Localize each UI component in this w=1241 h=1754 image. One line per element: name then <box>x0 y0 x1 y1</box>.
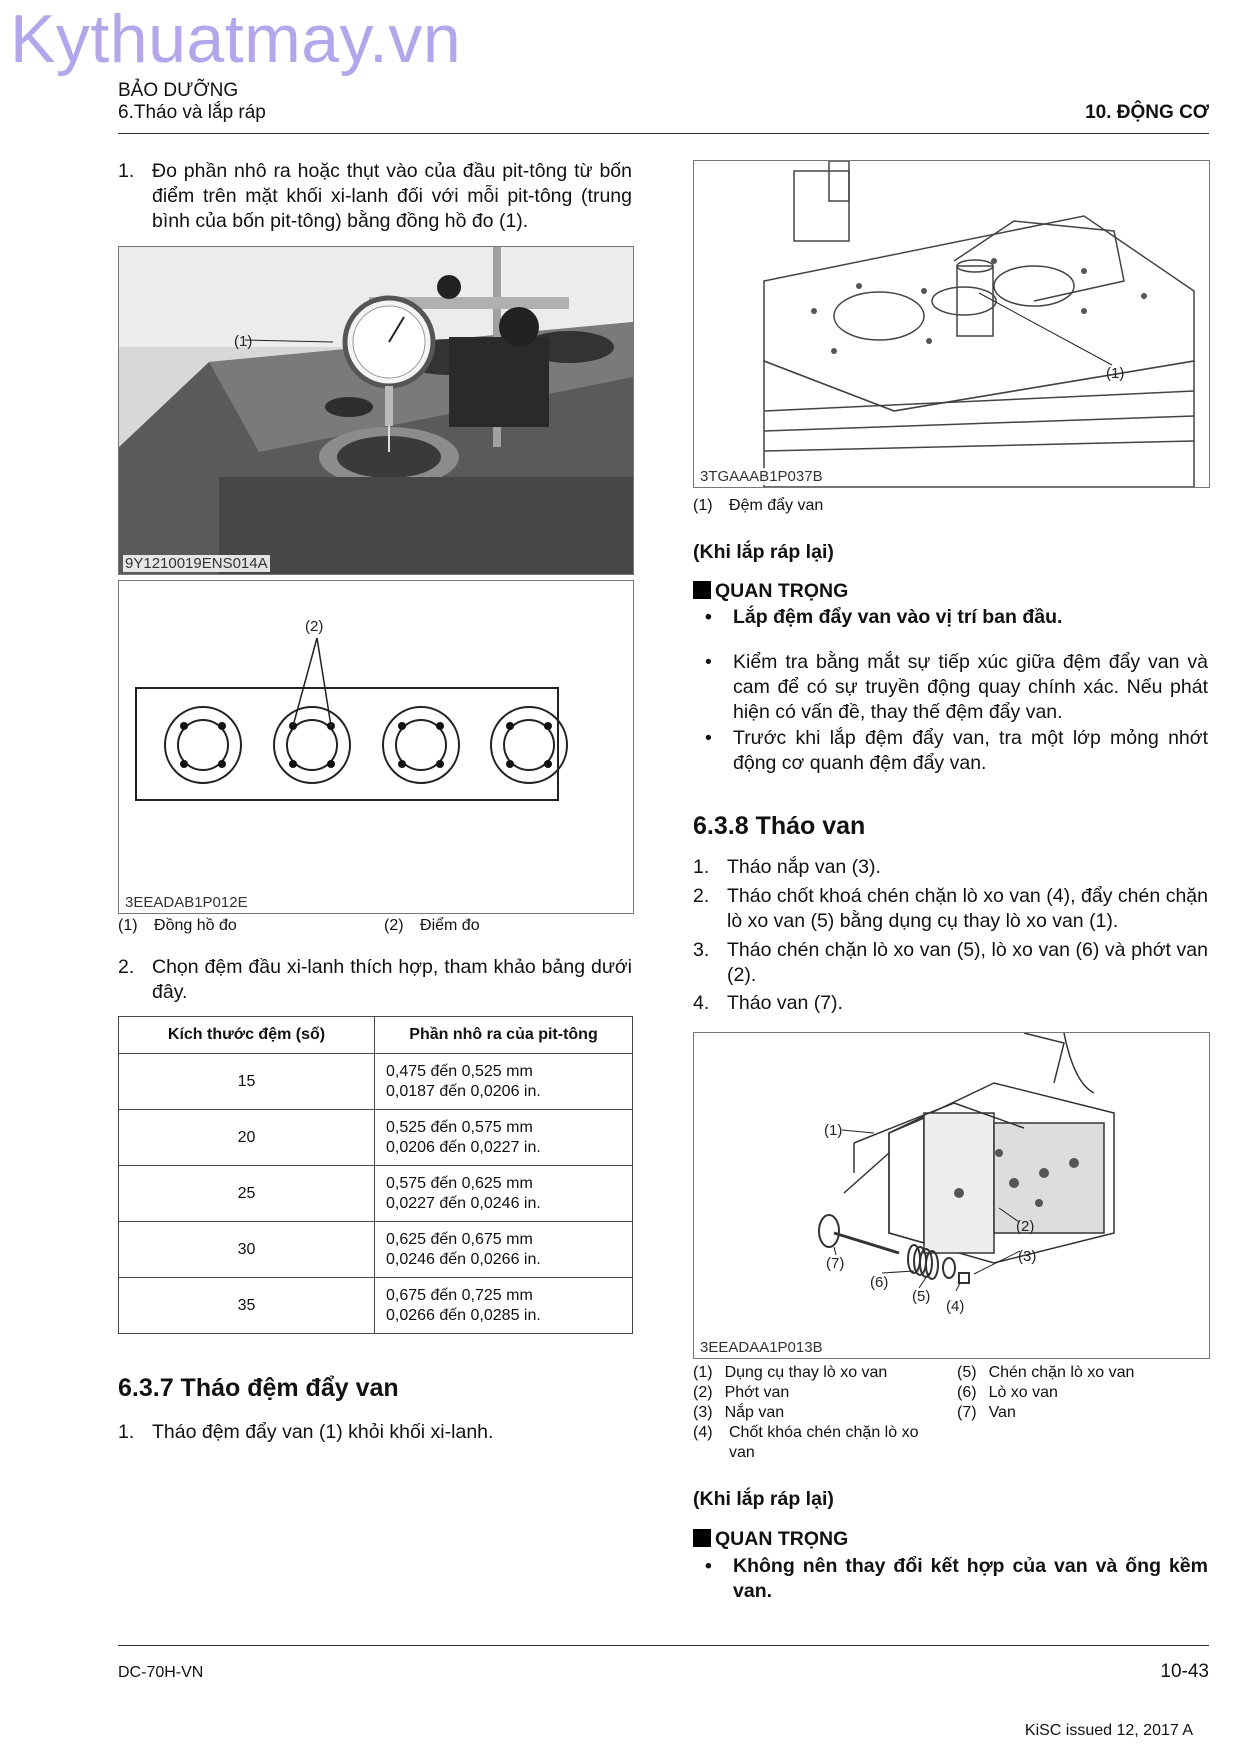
value-mm: 0,475 đến 0,525 mm <box>386 1062 533 1080</box>
table-header-row <box>119 1017 633 1054</box>
value-mm: 0,675 đến 0,725 mm <box>386 1286 533 1304</box>
step-number: 3. <box>693 939 710 961</box>
dial-gauge-illustration <box>119 247 633 574</box>
value-mm: 0,525 đến 0,575 mm <box>386 1118 533 1136</box>
fig4-callout-3: (3) <box>1018 1248 1037 1265</box>
step-number: 4. <box>693 992 710 1014</box>
figure-id: 3TGAAAB1P037B <box>700 468 823 485</box>
bullet-icon: • <box>705 606 712 628</box>
caption-item <box>957 1403 1207 1423</box>
step-3 <box>693 938 1208 988</box>
value-inch: 0,0246 đến 0,0266 in. <box>386 1250 541 1268</box>
footer-page-number: 10-43 <box>1160 1661 1209 1682</box>
bullet-icon: • <box>705 727 712 749</box>
caption-item <box>384 916 480 936</box>
table-row <box>119 1054 633 1110</box>
caption-text: Dụng cụ thay lò xo van <box>724 1364 888 1381</box>
footer-doc-code: DC-70H-VN <box>118 1664 204 1681</box>
caption-num: (2) <box>693 1384 713 1401</box>
header-section: BẢO DƯỠNG <box>118 80 239 101</box>
column-header: Phần nhô ra của pit-tông <box>375 1017 633 1054</box>
caption-text: Chốt khóa chén chặn lò xo van <box>729 1424 919 1461</box>
dial-gauge-photo <box>118 246 634 575</box>
measuring-points-diagram <box>118 580 634 914</box>
caption-item <box>693 1383 943 1403</box>
value-inch: 0,0266 đến 0,0285 in. <box>386 1306 541 1324</box>
step-2 <box>693 884 1208 934</box>
bullet-icon: • <box>705 1555 712 1577</box>
caption-num: (1) <box>118 917 138 934</box>
value-inch: 0,0227 đến 0,0246 in. <box>386 1194 541 1212</box>
gasket-selection-table <box>118 1016 633 1334</box>
bullet-text: Lắp đệm đẩy van vào vị trí ban đầu. <box>733 606 1063 628</box>
important-bullet <box>705 1554 1208 1604</box>
step-1 <box>118 1420 632 1445</box>
figure-id: 3EEADAA1P013B <box>700 1339 823 1356</box>
fig1-callout-1: (1) <box>234 333 253 350</box>
gasket-size: 20 <box>119 1110 375 1166</box>
step-text: Tháo nắp van (3). <box>727 856 881 878</box>
gasket-size: 35 <box>119 1278 375 1334</box>
important-bullet <box>705 605 1208 630</box>
header-chapter: 10. ĐỘNG CƠ <box>1085 102 1209 123</box>
table-row <box>119 1278 633 1334</box>
table-row <box>119 1222 633 1278</box>
gasket-size: 25 <box>119 1166 375 1222</box>
step-number: 2. <box>693 885 710 907</box>
caption-item <box>693 1423 943 1463</box>
caption-text: Lò xo van <box>988 1384 1058 1401</box>
bullet-icon: • <box>705 651 712 673</box>
step-text: Tháo van (7). <box>727 992 843 1014</box>
step-1 <box>118 159 632 234</box>
header-divider <box>118 133 1209 134</box>
measuring-points-illustration <box>119 581 633 913</box>
reassembly-heading: (Khi lắp ráp lại) <box>693 1488 834 1510</box>
fig4-callout-5: (5) <box>912 1288 931 1305</box>
caption-num: (7) <box>957 1404 977 1421</box>
step-4 <box>693 991 1208 1016</box>
caption-item <box>693 1363 943 1383</box>
caption-num: (2) <box>384 917 404 934</box>
step-1 <box>693 855 1208 880</box>
caption-item <box>957 1383 1207 1403</box>
note-item <box>705 650 1208 725</box>
valve-removal-diagram <box>693 1032 1210 1359</box>
fig4-callout-4: (4) <box>946 1298 965 1315</box>
gasket-size: 30 <box>119 1222 375 1278</box>
caption-text: Đồng hồ đo <box>154 917 237 934</box>
step-text: Tháo chén chặn lò xo van (5), lò xo van (6) và phớt van (2). <box>727 939 1208 986</box>
value-inch: 0,0187 đến 0,0206 in. <box>386 1082 541 1100</box>
fig4-callout-1: (1) <box>824 1122 843 1139</box>
caption-text: Nắp van <box>724 1404 785 1421</box>
bullet-text: Không nên thay đổi kết hợp của van và ống kềm van. <box>733 1555 1208 1602</box>
caption-item <box>118 916 237 936</box>
caption-num: (6) <box>957 1384 977 1401</box>
caption-text: Van <box>988 1404 1016 1421</box>
reassembly-heading: (Khi lắp ráp lại) <box>693 541 834 563</box>
valve-tappet-diagram <box>693 160 1210 488</box>
watermark: Kythuatmay.vn <box>10 1 462 77</box>
step-text: Tháo đệm đẩy van (1) khỏi khối xi-lanh. <box>152 1421 494 1443</box>
caption-item <box>957 1363 1207 1383</box>
valve-removal-illustration <box>694 1033 1209 1358</box>
important-square-icon <box>693 581 711 599</box>
important-notice <box>693 1528 848 1551</box>
piston-protrusion <box>375 1278 633 1334</box>
step-number: 1. <box>118 1421 135 1443</box>
caption-num: (4) <box>693 1424 713 1441</box>
fig4-callout-7: (7) <box>826 1255 845 1272</box>
fig3-callout-1: (1) <box>1106 365 1125 382</box>
step-text: Tháo chốt khoá chén chặn lò xo van (4), đẩy chén chặn lò xo van (5) bằng dụng cụ thay lò xo van (1). <box>727 885 1208 932</box>
header-subsection: 6.Tháo và lắp ráp <box>118 102 266 123</box>
note-text: Trước khi lắp đệm đẩy van, tra một lớp mỏng nhớt động cơ quanh đệm đẩy van. <box>733 727 1208 774</box>
caption-num: (1) <box>693 497 713 514</box>
piston-protrusion <box>375 1222 633 1278</box>
piston-protrusion <box>375 1110 633 1166</box>
value-mm: 0,625 đến 0,675 mm <box>386 1230 533 1248</box>
step-number: 1. <box>118 160 135 182</box>
important-title: QUAN TRỌNG <box>715 580 849 602</box>
value-inch: 0,0206 đến 0,0227 in. <box>386 1138 541 1156</box>
figure-id: 3EEADAB1P012E <box>125 894 248 911</box>
caption-list-right <box>957 1363 1207 1423</box>
table-row <box>119 1166 633 1222</box>
important-notice <box>693 580 848 603</box>
caption-item <box>693 1403 943 1423</box>
caption-num: (1) <box>693 1364 713 1381</box>
caption-list-left <box>693 1363 943 1463</box>
valve-tappet-illustration <box>694 161 1209 487</box>
caption-text: Điểm đo <box>420 917 480 934</box>
piston-protrusion <box>375 1166 633 1222</box>
caption-text: Đệm đẩy van <box>729 497 824 514</box>
step-number: 1. <box>693 856 710 878</box>
caption-item <box>693 496 823 516</box>
important-title: QUAN TRỌNG <box>715 1528 849 1550</box>
column-header: Kích thước đệm (số) <box>119 1017 375 1054</box>
fig2-callout-2: (2) <box>305 618 324 635</box>
step-2 <box>118 955 632 1005</box>
important-square-icon <box>693 1529 711 1547</box>
caption-text: Chén chặn lò xo van <box>988 1364 1135 1381</box>
fig4-callout-6: (6) <box>870 1274 889 1291</box>
piston-protrusion <box>375 1054 633 1110</box>
footer-divider <box>118 1645 1209 1646</box>
step-text: Chọn đệm đầu xi-lanh thích hợp, tham khảo bảng dưới đây. <box>152 956 632 1003</box>
section-title-6-3-8: 6.3.8 Tháo van <box>693 812 866 840</box>
section-title-6-3-7: 6.3.7 Tháo đệm đẩy van <box>118 1374 399 1402</box>
figure-id: 9Y1210019ENS014A <box>125 555 268 572</box>
caption-text: Phớt van <box>724 1384 790 1401</box>
step-number: 2. <box>118 956 135 978</box>
gasket-size: 15 <box>119 1054 375 1110</box>
fig4-callout-2: (2) <box>1016 1218 1035 1235</box>
step-text: Đo phần nhô ra hoặc thụt vào của đầu pit-tông từ bốn điểm trên mặt khối xi-lanh đối với mỗi pit-tông (trung bình của bốn pit-tông) bằng đồng hồ đo (1). <box>152 160 632 232</box>
caption-num: (3) <box>693 1404 713 1421</box>
table-row <box>119 1110 633 1166</box>
note-item <box>705 726 1208 776</box>
value-mm: 0,575 đến 0,625 mm <box>386 1174 533 1192</box>
caption-num: (5) <box>957 1364 977 1381</box>
note-text: Kiểm tra bằng mắt sự tiếp xúc giữa đệm đẩy van và cam để có sự truyền động quay chính xác. Nếu phát hiện có vấn đề, thay thế đệm đẩy van. <box>733 651 1208 723</box>
footer-issued: KiSC issued 12, 2017 A <box>1024 1722 1193 1739</box>
